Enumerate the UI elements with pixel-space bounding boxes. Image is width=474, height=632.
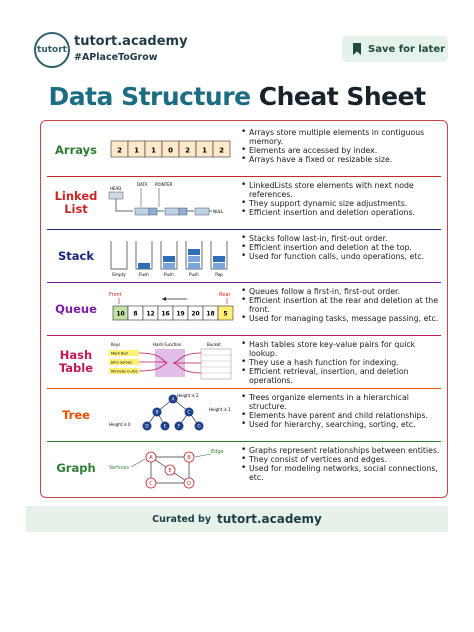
section-bullets xyxy=(241,446,443,482)
queue-value: 10 xyxy=(116,310,125,318)
cheat-sheet xyxy=(40,120,448,498)
page-title xyxy=(0,82,474,111)
vertices-label: Vertices xyxy=(109,465,129,471)
title-part-2: Cheat Sheet xyxy=(258,82,426,111)
height-annotation: Height is 1 xyxy=(209,407,231,412)
section-hash-table xyxy=(47,337,441,387)
array-value: 2 xyxy=(185,146,190,155)
hash-key: Mark Bell xyxy=(111,351,128,356)
section-linked-list xyxy=(47,178,441,228)
stack-item xyxy=(188,263,200,269)
array-value: 1 xyxy=(134,146,139,155)
bullet: • Graphs represent relationships between entities. xyxy=(241,446,443,455)
graph-node-label: B xyxy=(187,454,191,461)
divider xyxy=(47,176,441,177)
stack-item xyxy=(188,249,200,255)
section-tree xyxy=(47,390,441,440)
hash-key: Michelle Curtis xyxy=(111,369,138,374)
curated-by-label: Curated by xyxy=(152,513,212,525)
queue-value: 18 xyxy=(206,310,215,318)
bullet: • Elements have parent and child relationships. xyxy=(241,411,443,420)
stack-op-label: Push xyxy=(139,272,149,277)
graph-node-label: E xyxy=(168,467,172,474)
tagline: #APlaceToGrow xyxy=(74,52,158,63)
tree-node-label: A xyxy=(171,397,175,403)
array-value: 0 xyxy=(168,146,173,155)
bullet: • Used for modeling networks, social connections, etc. xyxy=(241,464,443,482)
bullet: • Hash tables store key-value pairs for quick lookup. xyxy=(241,340,443,358)
footer-brand: tutort.academy xyxy=(217,512,322,526)
stack-illustration xyxy=(107,233,237,279)
queue-value: 8 xyxy=(133,310,138,318)
divider xyxy=(47,335,441,336)
array-illustration xyxy=(107,127,237,173)
graph-node-label: D xyxy=(187,480,191,487)
height-annotation: Height is 2 xyxy=(177,393,199,398)
section-stack xyxy=(47,231,441,281)
height-annotation: Height is 0 xyxy=(109,422,131,427)
divider xyxy=(47,388,441,389)
tree-node-label: F xyxy=(177,424,181,430)
stack-item xyxy=(213,256,225,262)
queue-illustration xyxy=(107,286,237,332)
section-label: Hash Table xyxy=(58,348,94,375)
bullet: • They consist of vertices and edges. xyxy=(241,455,443,464)
array-value: 1 xyxy=(202,146,207,155)
queue-value: 16 xyxy=(161,310,170,318)
array-value: 1 xyxy=(151,146,156,155)
bullet: • Queues follow a first-in, first-out order. xyxy=(241,287,443,296)
pointer-label: POINTER xyxy=(155,182,173,187)
section-bullets xyxy=(241,287,443,323)
front-label: Front xyxy=(109,292,122,298)
bullet: • Used for function calls, undo operations, etc. xyxy=(241,252,443,261)
head-label: HEAD xyxy=(110,186,122,191)
section-bullets xyxy=(241,340,443,385)
tree-node-label: E xyxy=(163,424,167,430)
stack-item xyxy=(188,256,200,262)
bullet: • LinkedLists store elements with next node references. xyxy=(241,181,443,199)
bullet: • They use a hash function for indexing. xyxy=(241,358,443,367)
bullet: • Efficient insertion and deletion operations. xyxy=(241,208,443,217)
tree-node-label: G xyxy=(197,424,201,430)
edge-label: Edge xyxy=(211,449,224,455)
bookmark-icon xyxy=(352,43,362,55)
bullet: • Efficient retrieval, insertion, and deletion operations. xyxy=(241,367,443,385)
tree-node-label: D xyxy=(145,424,149,430)
linked-list-illustration xyxy=(107,180,237,226)
title-part-1: Data Structure xyxy=(48,82,251,111)
stack-op-label: Push xyxy=(189,272,199,277)
bullet: • Used for managing tasks, message passing, etc. xyxy=(241,314,443,323)
bullet: • Elements are accessed by index. xyxy=(241,146,443,155)
save-for-later-label: Save for later xyxy=(368,43,446,55)
header xyxy=(34,30,448,70)
queue-value: 12 xyxy=(146,310,155,318)
tree-illustration xyxy=(107,392,237,438)
queue-value: 19 xyxy=(176,310,185,318)
queue-value: 5 xyxy=(223,310,228,318)
array-value: 2 xyxy=(219,146,224,155)
hash-key: John Somes xyxy=(111,360,133,365)
section-label: Queue xyxy=(55,301,97,316)
section-graph xyxy=(47,443,441,493)
section-label: Stack xyxy=(57,248,94,263)
graph-illustration xyxy=(107,445,237,491)
divider xyxy=(47,229,441,230)
divider xyxy=(47,282,441,283)
bullet: • Used for hierarchy, searching, sorting, etc. xyxy=(241,420,443,429)
bullet: • Trees organize elements in a hierarchical structure. xyxy=(241,393,443,411)
stack-op-label: Empty xyxy=(112,272,126,277)
hash-function-header: Hash Function xyxy=(153,342,182,347)
hash-table-illustration xyxy=(107,339,237,385)
section-arrays xyxy=(47,125,441,175)
brand-name: tutort.academy xyxy=(74,34,188,49)
bullet: • Arrays have a fixed or resizable size. xyxy=(241,155,443,164)
bullet: • Arrays store multiple elements in contiguous memory. xyxy=(241,128,443,146)
graph-node-label: A xyxy=(149,454,153,461)
section-label: Graph xyxy=(56,460,96,475)
stack-op-label: Pop xyxy=(215,272,223,277)
rear-label: Rear xyxy=(219,292,231,298)
graph-node-label: C xyxy=(149,480,153,487)
section-label: Arrays xyxy=(55,142,97,157)
section-bullets xyxy=(241,234,443,261)
logo-text: tutort xyxy=(37,45,67,55)
stack-item xyxy=(213,263,225,269)
stack-op-label: Push xyxy=(164,272,174,277)
array-value: 2 xyxy=(117,146,122,155)
bucket-header: Bucket xyxy=(207,342,221,347)
bullet: • Efficient insertion at the rear and deletion at the front. xyxy=(241,296,443,314)
footer xyxy=(26,506,448,532)
stack-item xyxy=(163,256,175,262)
stack-item xyxy=(163,263,175,269)
section-label: Linked List xyxy=(54,189,98,216)
data-label: DATA xyxy=(137,182,148,187)
tree-node-label: B xyxy=(155,410,159,416)
bullet: • Stacks follow last-in, first-out order. xyxy=(241,234,443,243)
section-bullets xyxy=(241,393,443,429)
divider xyxy=(47,441,441,442)
save-for-later-button[interactable] xyxy=(342,36,448,62)
tree-node-label: C xyxy=(187,410,191,416)
null-label: NULL xyxy=(213,209,224,214)
section-label: Tree xyxy=(62,407,90,422)
section-queue xyxy=(47,284,441,334)
bullet: • They support dynamic size adjustments. xyxy=(241,199,443,208)
stack-item xyxy=(138,263,150,269)
bullet: • Efficient insertion and deletion at the top. xyxy=(241,243,443,252)
section-bullets xyxy=(241,181,443,217)
stack-container xyxy=(111,241,127,269)
queue-value: 20 xyxy=(191,310,200,318)
section-bullets xyxy=(241,128,443,164)
logo xyxy=(34,32,70,68)
keys-header: Keys xyxy=(111,342,121,347)
